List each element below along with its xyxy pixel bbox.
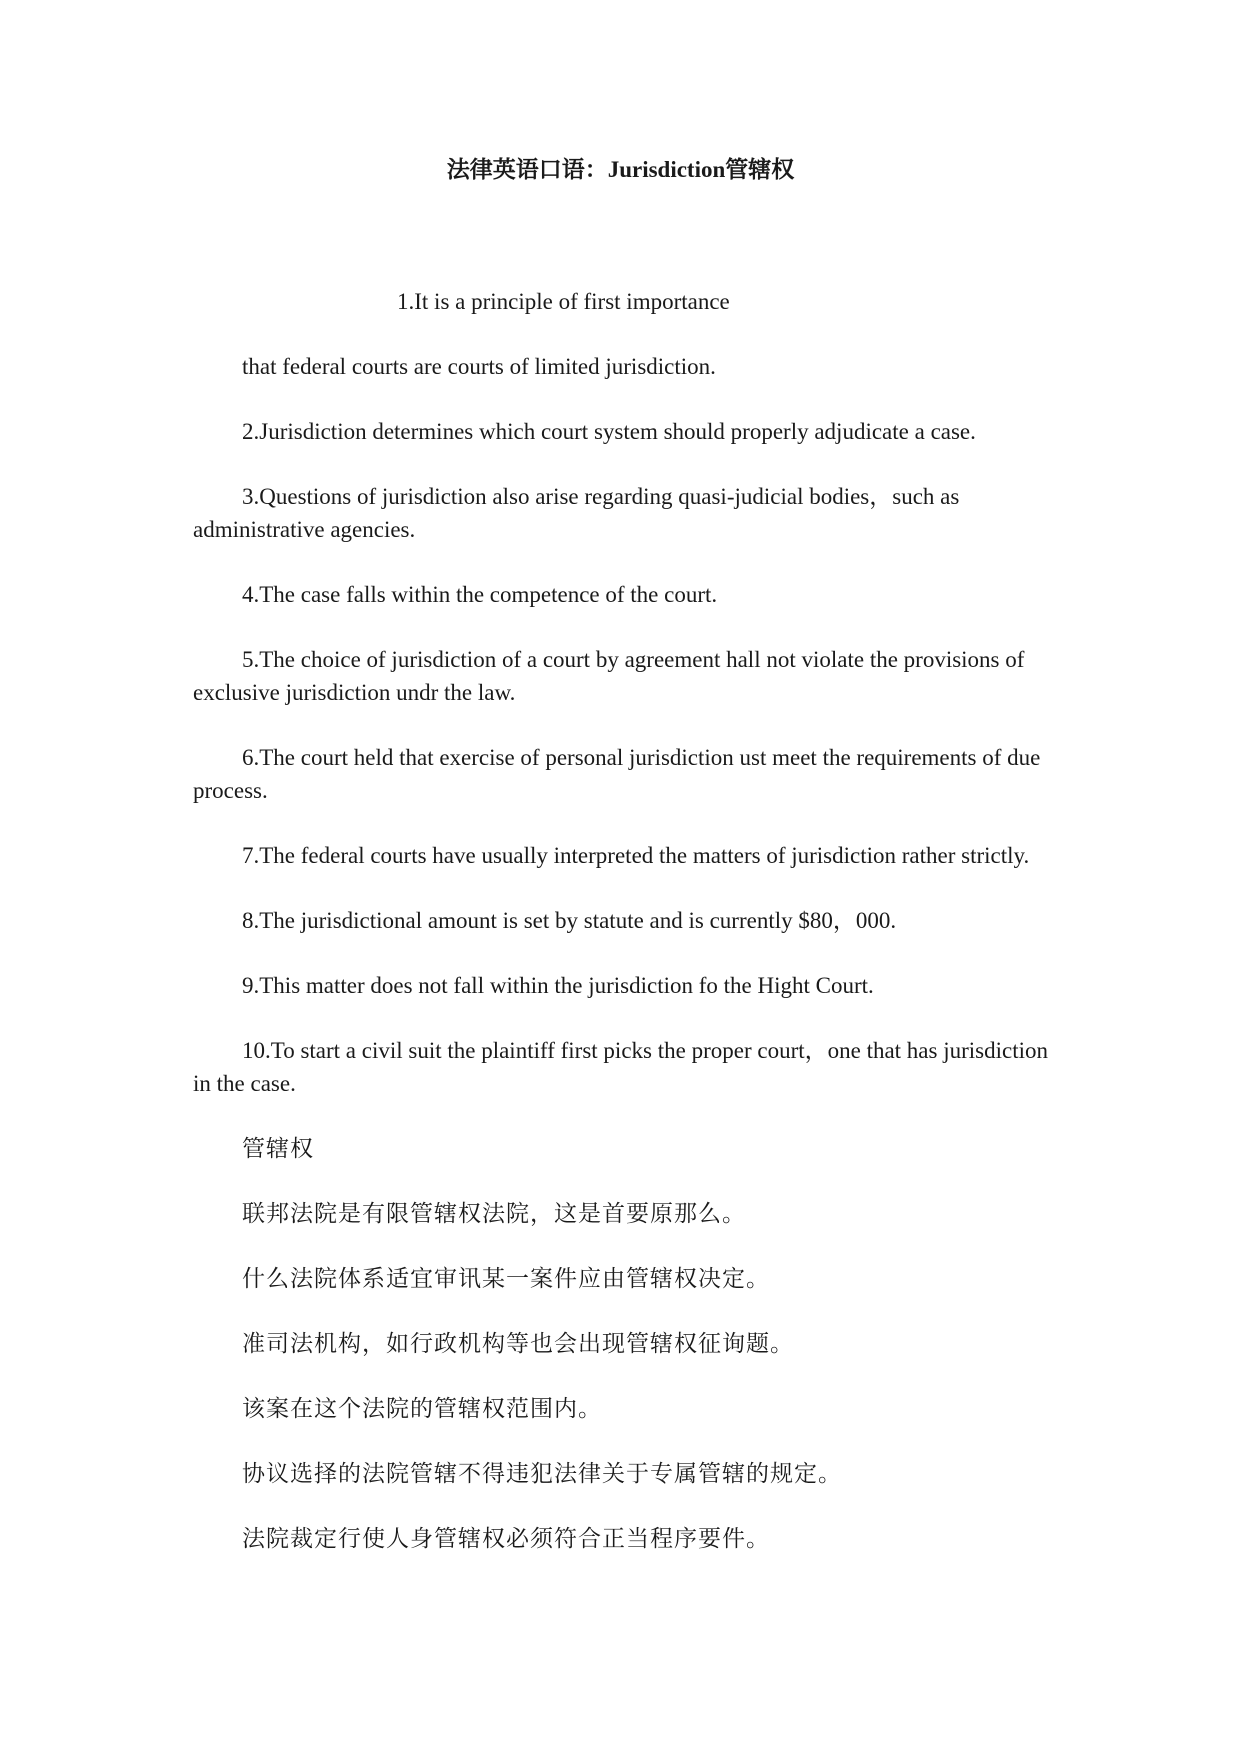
document-body xyxy=(193,350,1051,1587)
chinese-paragraph-2: 什么法院体系适宜审讯某一案件应由管辖权决定。 xyxy=(242,1266,770,1291)
document-title: 法律英语口语：Jurisdiction管辖权 xyxy=(446,157,795,182)
chinese-paragraph-4: 该案在这个法院的管辖权范围内。 xyxy=(242,1396,602,1421)
first-sentence-line: 1.It is a principle of first importance xyxy=(397,289,730,314)
paragraph-2: 2.Jurisdiction determines which court system should properly adjudicate a case. xyxy=(242,419,976,444)
paragraph-4: 4.The case falls within the competence of the court. xyxy=(242,582,718,607)
chinese-paragraph-3: 准司法机构，如行政机构等也会出现管辖权征询题。 xyxy=(242,1331,794,1356)
paragraph-9: 9.This matter does not fall within the jurisdiction fo the Hight Court. xyxy=(242,973,874,998)
paragraph-8: 8.The jurisdictional amount is set by statute and is currently $80，000. xyxy=(242,908,897,933)
paragraph-5: 5.The choice of jurisdiction of a court by agreement hall not violate the provisions of exclusive jurisdiction undr the law. xyxy=(193,647,1025,705)
paragraph-10: 10.To start a civil suit the plaintiff first picks the proper court，one that has jurisdiction in the case. xyxy=(193,1038,1048,1096)
chinese-paragraph-6: 法院裁定行使人身管辖权必须符合正当程序要件。 xyxy=(242,1526,770,1551)
paragraph-6: 6.The court held that exercise of personal jurisdiction ust meet the requirements of due process. xyxy=(193,745,1041,803)
paragraph-1-continuation: that federal courts are courts of limited jurisdiction. xyxy=(242,354,716,379)
chinese-heading: 管辖权 xyxy=(242,1136,314,1161)
paragraph-7: 7.The federal courts have usually interpreted the matters of jurisdiction rather strictly. xyxy=(242,843,1030,868)
paragraph-3: 3.Questions of jurisdiction also arise regarding quasi-judicial bodies，such as administrative agencies. xyxy=(193,484,960,542)
chinese-paragraph-1: 联邦法院是有限管辖权法院，这是首要原那么。 xyxy=(242,1201,746,1226)
chinese-paragraph-5: 协议选择的法院管辖不得违犯法律关于专属管辖的规定。 xyxy=(242,1461,842,1486)
